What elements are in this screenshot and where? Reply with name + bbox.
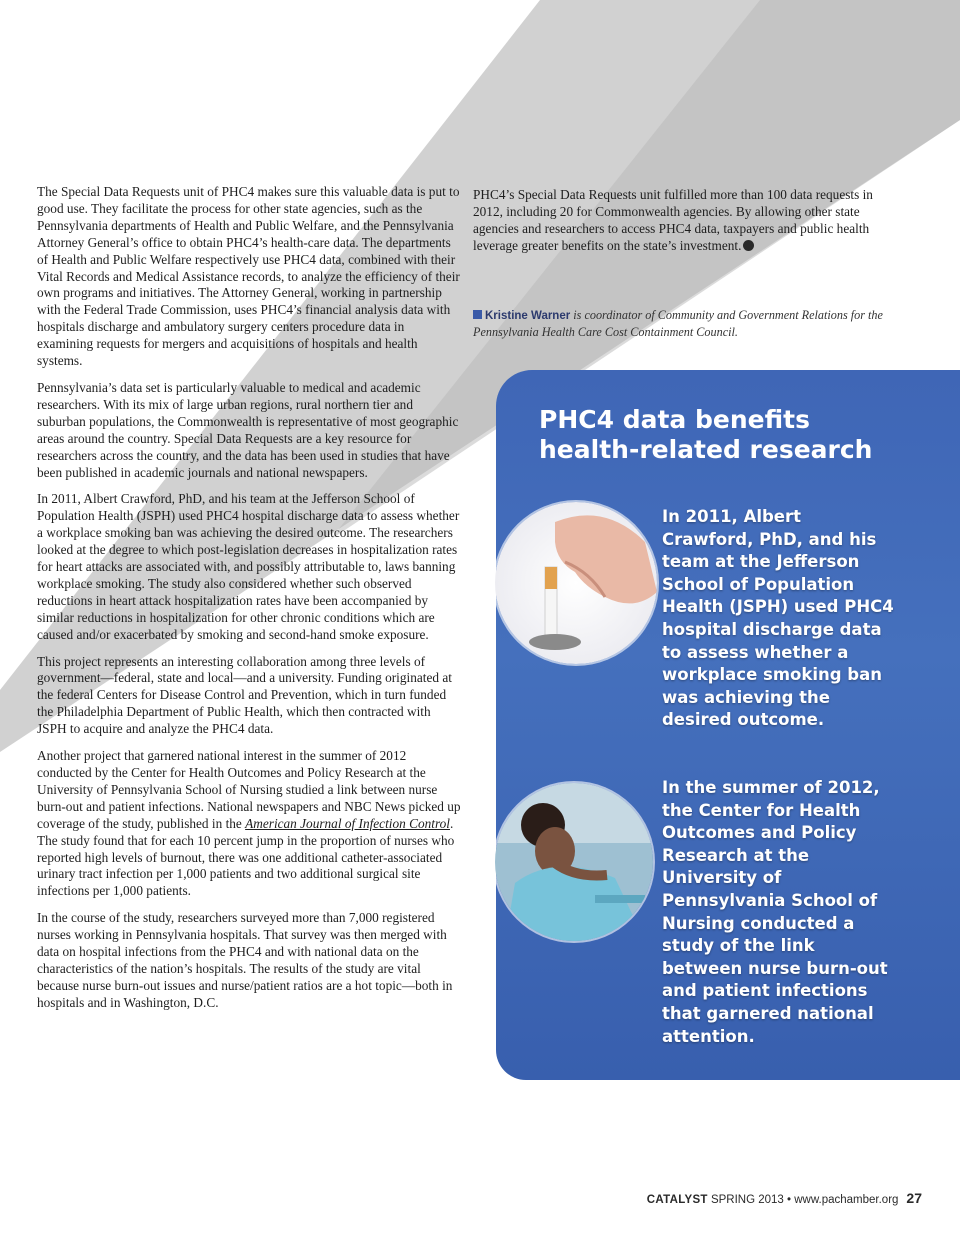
panel-title-line-2: health-related research	[539, 435, 873, 464]
paragraph-crawford-study: In 2011, Albert Crawford, PhD, and his team at the Jefferson School of Population Health (JSPH) used PHC4 hospital discharge data to assess whether a workplace smoking ban was achieving the desired outcome. The researchers looked at the degree to which post-legislation decreases in hospitalization rates for heart attacks are associated with, and possibly attributable to, laws banning workplace smoking. The study also considered whether such observed reductions in heart attack hospitalization rates have been accompanied by similar reductions in hospitalization for other chronic conditions which are caused and/or exacerbated by smoking and second-hand smoke exposure.	[37, 491, 460, 642]
paragraph-data-requests: The Special Data Requests unit of PHC4 makes sure this valuable data is put to good use. They facilitate the process for other state agencies, such as the Pennsylvania departments of Health and Public Welfare, and the Pennsylvania Attorney General’s office to obtain PHC4’s health-care data. The departments of Health and Public Welfare respectively use PHC4 data, combined with their Vital Records and Medical Assistance records, to analyze the efficiency of their own programs and initiatives. The Attorney General, working in partnership with the Federal Trade Commission, uses PHC4’s financial analysis data with hospitals discharge and ambulatory surgery centers procedure data in examining requests for mergers and acquisitions of hospitals and health systems.	[37, 184, 460, 369]
end-mark-icon	[743, 240, 754, 251]
paragraph-nurse-burnout	[37, 748, 461, 900]
article-left-column	[37, 184, 461, 1022]
author-description: is coordinator of Community and Government Relations for the Pennsylvania Health Care Cost Containment Council.	[473, 308, 883, 339]
callout-nursing-study: In the summer of 2012, the Center for Health Outcomes and Policy Research at the University of Pennsylvania School of Nursing conducted a study of the link between nurse burn-out and patient infections that garnered national attention.	[662, 778, 888, 1046]
issue-info: SPRING 2013 • www.pachamber.org	[707, 1194, 899, 1206]
cigarette-photo	[495, 502, 657, 664]
callout-smoking-study: In 2011, Albert Crawford, PhD, and his team at the Jefferson School of Population Health (JSPH) used PHC4 hospital discharge data to assess whether a workplace smoking ban was achieving the desired outcome.	[662, 507, 894, 730]
paragraph-nurse-burnout-start: Another project that garnered national interest in the summer of 2012 conducted by the Center for Health Outcomes and Policy Research at the University of Pennsylvania School of Nursing studied a link between nurse burn-out and patient infections. National newspapers and NBC News picked up coverage of the study, published in the	[37, 748, 461, 831]
paragraph-collaboration: This project represents an interesting collaboration among three levels of government—federal, state and local—and a university. Funding originated at the federal Centers for Disease Control and Prevention, which in turn funded the Philadelphia Department of Public Health, which then contracted with JSPH to acquire and analyze the PHC4 data.	[37, 653, 452, 737]
paragraph-nurse-burnout-end: . The study found that for each 10 percent jump in the proportion of nurses who reported high levels of burnout, there was one additional catheter-associated urinary tract infection per 1,000 patients and two additional surgical site infections per 1,000 patients.	[37, 815, 455, 899]
paragraph-fulfilled-requests	[473, 187, 893, 255]
page-number: 27	[906, 1190, 922, 1206]
author-bio	[473, 308, 893, 340]
nurse-photo	[495, 783, 653, 941]
journal-title: American Journal of Infection Control	[245, 815, 450, 831]
paragraph-data-set-value: Pennsylvania’s data set is particularly valuable to medical and academic researchers. With its mix of large urban regions, rural northern tier and suburban populations, the Commonwealth is representative of most geographic areas around the country. Special Data Requests are a key resource for researchers across the country, and the data has been used in studies that have been published in academic journals and national newspapers.	[37, 379, 459, 480]
article-right-column	[473, 187, 893, 255]
page-footer	[647, 1190, 922, 1206]
paragraph-fulfilled-requests-text: PHC4’s Special Data Requests unit fulfilled more than 100 data requests in 2012, including 20 for Commonwealth agencies. By allowing other state agencies and researchers to access PHC4 data, taxpayers and public health leverage greater benefits on the state’s investment.	[473, 187, 873, 253]
square-bullet-icon	[473, 310, 482, 319]
paragraph-survey: In the course of the study, researchers surveyed more than 7,000 registered nurses working in Pennsylvania hospitals. That survey was then merged with data on hospital infections from the PHC4 and with national data on the characteristics of the nation’s hospitals. The results of the study are vital because nurse burn-out issues and nurse/patient ratios are a hot topic—both in hospitals and in Washington, D.C.	[37, 910, 453, 1010]
panel-title-line-1: PHC4 data benefits	[539, 405, 810, 434]
panel-title	[539, 405, 949, 465]
magazine-brand: CATALYST	[646, 1194, 708, 1206]
author-name: Kristine Warner	[485, 310, 571, 322]
